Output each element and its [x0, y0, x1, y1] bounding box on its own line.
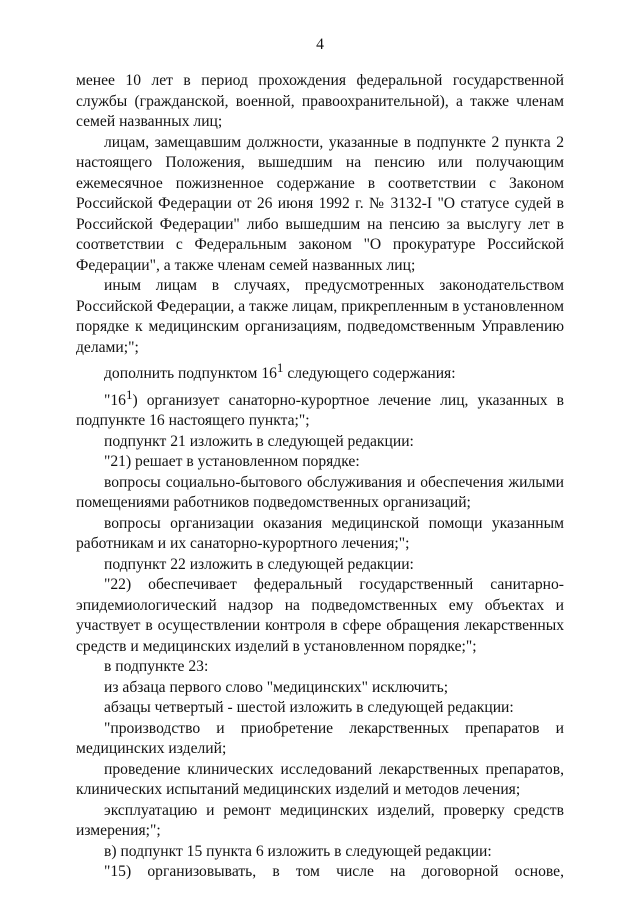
- paragraph-add-subpoint-16-1: [76, 358, 564, 385]
- paragraph-medical-care: вопросы организации оказания медицинской помощи указанным работникам и их санаторно-курортного лечения;";: [76, 514, 564, 553]
- paragraph-text-before: "16: [104, 391, 126, 409]
- paragraph-clinical-trials: проведение клинических исследований лекарственных препаратов, клинических испытаний медицинских изделий и методов лечения;: [76, 760, 564, 799]
- paragraph-subpoint-16-1: [76, 385, 564, 432]
- paragraph-subpoint-21-intro: подпункт 21 изложить в следующей редакции:: [104, 432, 414, 450]
- paragraph-former-judges: лицам, замещавшим должности, указанные в подпункте 2 пункта 2 настоящего Положения, вышедшим на пенсию или получающим ежемесячное пожизненное содержание в соответствии с Законом Российской Федерации от 26 июня 1992 г. № 3132-I "О статусе судей в Российской Федерации" либо вышедшим на пенсию за выслугу лет в соответствии с Федеральным законом "О прокуратуре Российской Федерации", а также членам семей названных лиц;: [76, 133, 564, 274]
- paragraph-subpoint-21: "21) решает в установленном порядке:: [104, 453, 360, 471]
- paragraph-abzacy: абзацы четвертый - шестой изложить в следующей редакции:: [104, 699, 514, 717]
- paragraph-subpoint-22-intro: подпункт 22 изложить в следующей редакции:: [104, 555, 414, 573]
- paragraph-point-6: в) подпункт 15 пункта 6 изложить в следующей редакции:: [104, 842, 492, 860]
- document-body: [76, 71, 564, 883]
- superscript-index: 1: [276, 360, 284, 375]
- paragraph-social-issues: вопросы социально-бытового обслуживания и обеспечения жилыми помещениями работников подведомственных организаций;: [76, 473, 564, 512]
- paragraph-subpoint-22: "22) обеспечивает федеральный государственный санитарно-эпидемиологический надзор на подведомственных ему объектах и участвует в осуществлении контроля в сфере обращения лекарственных средств и медицинских изделий в установленном порядке;";: [76, 576, 564, 655]
- superscript-index: 1: [125, 386, 133, 402]
- paragraph-equipment: эксплуатацию и ремонт медицинских изделий, проверку средств измерения;";: [76, 801, 564, 840]
- paragraph-delete-word: из абзаца первого слово "медицинских" исключить;: [104, 678, 449, 696]
- paragraph-text-after: следующего содержания:: [283, 365, 456, 383]
- page-number: 4: [316, 36, 324, 53]
- paragraph-other-persons: иным лицам в случаях, предусмотренных законодательством Российской Федерации, а также лицам, прикрепленным в установленном порядке к медицинским организациям, подведомственным Управлению делами;";: [76, 277, 564, 356]
- paragraph-subpoint-15: "15) организовывать, в том числе на договорной основе,: [104, 863, 564, 881]
- paragraph-production: "производство и приобретение лекарственных препаратов и медицинских изделий;: [76, 719, 564, 758]
- paragraph-text-after: ) организует санаторно-курортное лечение лиц, указанных в подпункте 16 настоящего пункта;";: [76, 391, 564, 430]
- paragraph-subpoint-23: в подпункте 23:: [104, 658, 209, 676]
- paragraph-text-before: дополнить подпунктом 16: [104, 365, 277, 383]
- paragraph-continuation: менее 10 лет в период прохождения федеральной государственной службы (гражданской, военной, правоохранительной), а также членам семей названных лиц;: [76, 72, 564, 130]
